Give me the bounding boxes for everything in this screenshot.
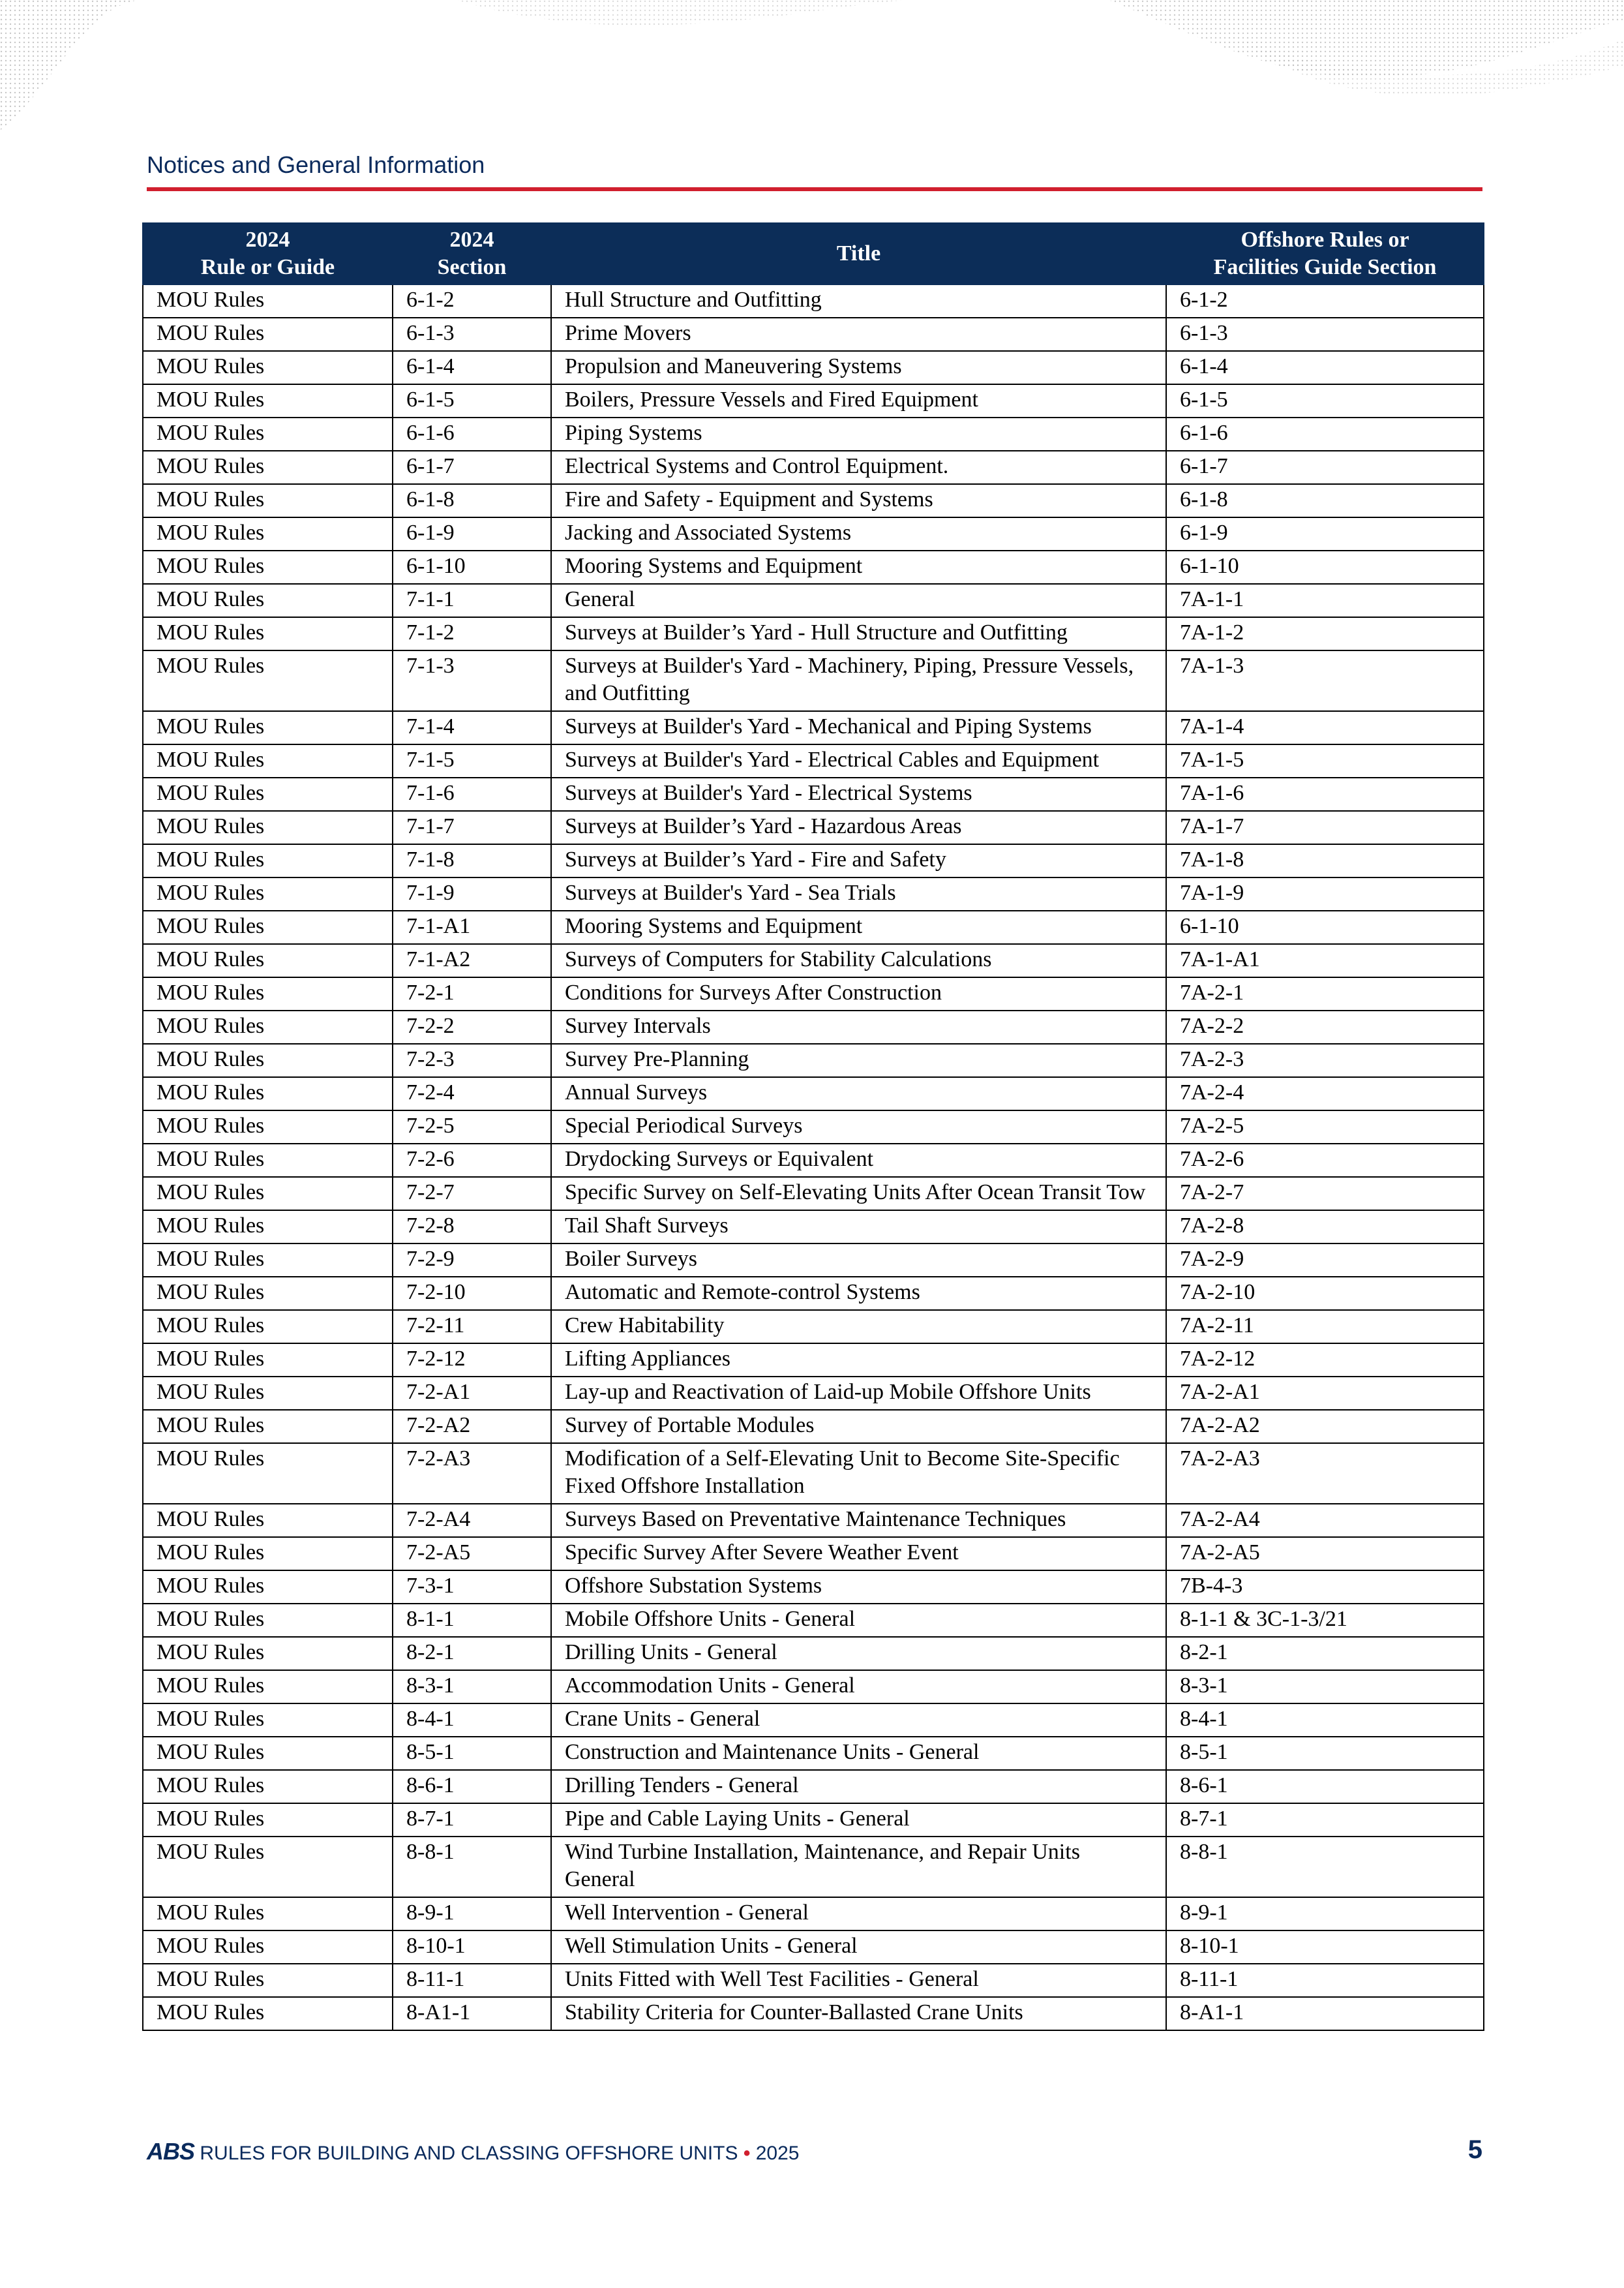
table-row bbox=[143, 911, 1484, 944]
cell-section: 6-1-7 bbox=[393, 451, 551, 484]
table-row bbox=[143, 1703, 1484, 1737]
table-header-row bbox=[143, 223, 1484, 284]
cell-section: 7-1-4 bbox=[393, 711, 551, 744]
table-row bbox=[143, 650, 1484, 711]
table-row bbox=[143, 617, 1484, 650]
cell-rule-or-guide: MOU Rules bbox=[143, 1703, 393, 1737]
cell-section: 8-4-1 bbox=[393, 1703, 551, 1737]
cell-title: General bbox=[551, 584, 1166, 617]
cell-section: 7-2-12 bbox=[393, 1343, 551, 1377]
cell-rule-or-guide: MOU Rules bbox=[143, 1897, 393, 1930]
table-row bbox=[143, 811, 1484, 844]
abs-logo-text: ABS bbox=[147, 2138, 195, 2165]
table-row bbox=[143, 384, 1484, 418]
footer-document-title: RULES FOR BUILDING AND CLASSING OFFSHORE UNITS bbox=[200, 2143, 738, 2164]
cell-rule-or-guide: MOU Rules bbox=[143, 1997, 393, 2030]
cell-offshore-section: 7A-2-4 bbox=[1166, 1077, 1484, 1110]
cell-offshore-section: 7A-2-11 bbox=[1166, 1310, 1484, 1343]
table-row bbox=[143, 1770, 1484, 1803]
cell-offshore-section: 6-1-2 bbox=[1166, 284, 1484, 318]
cell-section: 8-8-1 bbox=[393, 1837, 551, 1897]
table-row bbox=[143, 1243, 1484, 1277]
table-row bbox=[143, 1377, 1484, 1410]
cell-rule-or-guide: MOU Rules bbox=[143, 1343, 393, 1377]
cell-title: Construction and Maintenance Units - General bbox=[551, 1737, 1166, 1770]
cell-offshore-section: 8-6-1 bbox=[1166, 1770, 1484, 1803]
cell-offshore-section: 8-3-1 bbox=[1166, 1670, 1484, 1703]
cell-offshore-section: 7A-1-5 bbox=[1166, 744, 1484, 778]
cell-offshore-section: 6-1-3 bbox=[1166, 318, 1484, 351]
cell-section: 6-1-2 bbox=[393, 284, 551, 318]
cell-offshore-section: 6-1-8 bbox=[1166, 484, 1484, 517]
cell-section: 7-2-2 bbox=[393, 1011, 551, 1044]
table-row bbox=[143, 284, 1484, 318]
header-section-label: Section bbox=[437, 255, 507, 279]
table-row bbox=[143, 1930, 1484, 1964]
cell-rule-or-guide: MOU Rules bbox=[143, 484, 393, 517]
table-row bbox=[143, 318, 1484, 351]
cell-section: 8-10-1 bbox=[393, 1930, 551, 1964]
table-row bbox=[143, 977, 1484, 1011]
cell-title: Crane Units - General bbox=[551, 1703, 1166, 1737]
cell-section: 6-1-6 bbox=[393, 418, 551, 451]
cell-offshore-section: 7A-2-8 bbox=[1166, 1210, 1484, 1243]
cell-title: Surveys at Builder’s Yard - Fire and Safety bbox=[551, 844, 1166, 877]
cell-rule-or-guide: MOU Rules bbox=[143, 977, 393, 1011]
header-section-year: 2024 bbox=[449, 228, 494, 252]
cell-offshore-section: 6-1-10 bbox=[1166, 911, 1484, 944]
cell-offshore-section: 8-1-1 & 3C-1-3/21 bbox=[1166, 1604, 1484, 1637]
cell-rule-or-guide: MOU Rules bbox=[143, 1637, 393, 1670]
cell-title: Drydocking Surveys or Equivalent bbox=[551, 1144, 1166, 1177]
table-row bbox=[143, 1077, 1484, 1110]
cell-title: Mooring Systems and Equipment bbox=[551, 551, 1166, 584]
cell-rule-or-guide: MOU Rules bbox=[143, 1737, 393, 1770]
cell-title: Propulsion and Maneuvering Systems bbox=[551, 351, 1166, 384]
cell-rule-or-guide: MOU Rules bbox=[143, 1803, 393, 1837]
table-header bbox=[143, 223, 1484, 284]
cell-title: Stability Criteria for Counter-Ballasted Crane Units bbox=[551, 1997, 1166, 2030]
cell-title: Surveys of Computers for Stability Calculations bbox=[551, 944, 1166, 977]
cell-title: Pipe and Cable Laying Units - General bbox=[551, 1803, 1166, 1837]
cell-rule-or-guide: MOU Rules bbox=[143, 1537, 393, 1570]
cell-section: 7-1-9 bbox=[393, 877, 551, 911]
header-rule-or-guide bbox=[143, 223, 393, 284]
cell-rule-or-guide: MOU Rules bbox=[143, 1243, 393, 1277]
cell-section: 6-1-4 bbox=[393, 351, 551, 384]
cell-title: Specific Survey After Severe Weather Event bbox=[551, 1537, 1166, 1570]
cell-offshore-section: 7A-1-3 bbox=[1166, 650, 1484, 711]
cell-rule-or-guide: MOU Rules bbox=[143, 284, 393, 318]
cell-section: 7-2-A1 bbox=[393, 1377, 551, 1410]
cell-rule-or-guide: MOU Rules bbox=[143, 944, 393, 977]
header-rule-or-guide-year: 2024 bbox=[245, 228, 290, 252]
table-row bbox=[143, 1210, 1484, 1243]
cell-section: 7-2-A2 bbox=[393, 1410, 551, 1443]
cell-offshore-section: 8-10-1 bbox=[1166, 1930, 1484, 1964]
cell-offshore-section: 8-5-1 bbox=[1166, 1737, 1484, 1770]
cell-title: Surveys at Builder’s Yard - Hazardous Areas bbox=[551, 811, 1166, 844]
header-rule-or-guide-label: Rule or Guide bbox=[200, 255, 335, 279]
cell-title: Survey Pre-Planning bbox=[551, 1044, 1166, 1077]
table-row bbox=[143, 584, 1484, 617]
cell-offshore-section: 7A-2-9 bbox=[1166, 1243, 1484, 1277]
cell-offshore-section: 7A-2-12 bbox=[1166, 1343, 1484, 1377]
cell-section: 7-2-3 bbox=[393, 1044, 551, 1077]
cell-title: Well Stimulation Units - General bbox=[551, 1930, 1166, 1964]
table-row bbox=[143, 351, 1484, 384]
cell-rule-or-guide: MOU Rules bbox=[143, 551, 393, 584]
cell-rule-or-guide: MOU Rules bbox=[143, 418, 393, 451]
cell-section: 7-2-A3 bbox=[393, 1443, 551, 1504]
cell-title: Fire and Safety - Equipment and Systems bbox=[551, 484, 1166, 517]
cell-section: 8-5-1 bbox=[393, 1737, 551, 1770]
cell-rule-or-guide: MOU Rules bbox=[143, 1443, 393, 1504]
page-footer bbox=[147, 2135, 1482, 2165]
cell-rule-or-guide: MOU Rules bbox=[143, 744, 393, 778]
table-row bbox=[143, 1144, 1484, 1177]
cell-section: 8-A1-1 bbox=[393, 1997, 551, 2030]
cell-rule-or-guide: MOU Rules bbox=[143, 617, 393, 650]
table-row bbox=[143, 517, 1484, 551]
cell-rule-or-guide: MOU Rules bbox=[143, 517, 393, 551]
table-row bbox=[143, 1837, 1484, 1897]
cell-rule-or-guide: MOU Rules bbox=[143, 1930, 393, 1964]
cell-section: 7-3-1 bbox=[393, 1570, 551, 1604]
cell-section: 8-3-1 bbox=[393, 1670, 551, 1703]
cell-title: Surveys at Builder's Yard - Electrical Systems bbox=[551, 778, 1166, 811]
cell-title: Prime Movers bbox=[551, 318, 1166, 351]
cell-offshore-section: 7A-1-8 bbox=[1166, 844, 1484, 877]
cell-rule-or-guide: MOU Rules bbox=[143, 711, 393, 744]
table-row bbox=[143, 1570, 1484, 1604]
cell-title: Surveys Based on Preventative Maintenance Techniques bbox=[551, 1504, 1166, 1537]
cell-section: 7-1-8 bbox=[393, 844, 551, 877]
cell-offshore-section: 8-4-1 bbox=[1166, 1703, 1484, 1737]
cell-offshore-section: 8-11-1 bbox=[1166, 1964, 1484, 1997]
cell-section: 7-1-1 bbox=[393, 584, 551, 617]
cell-title: Well Intervention - General bbox=[551, 1897, 1166, 1930]
cell-title: Drilling Units - General bbox=[551, 1637, 1166, 1670]
cell-section: 7-2-9 bbox=[393, 1243, 551, 1277]
cell-offshore-section: 7A-2-10 bbox=[1166, 1277, 1484, 1310]
cell-title: Automatic and Remote-control Systems bbox=[551, 1277, 1166, 1310]
cell-rule-or-guide: MOU Rules bbox=[143, 1570, 393, 1604]
cell-offshore-section: 7A-2-2 bbox=[1166, 1011, 1484, 1044]
cell-rule-or-guide: MOU Rules bbox=[143, 1277, 393, 1310]
table-row bbox=[143, 1737, 1484, 1770]
cell-section: 8-1-1 bbox=[393, 1604, 551, 1637]
decorative-wave-pattern bbox=[0, 0, 1624, 157]
table-row bbox=[143, 1997, 1484, 2030]
table-row bbox=[143, 877, 1484, 911]
table-row bbox=[143, 1803, 1484, 1837]
cell-rule-or-guide: MOU Rules bbox=[143, 1210, 393, 1243]
table-row bbox=[143, 1177, 1484, 1210]
header-offshore-line1: Offshore Rules or bbox=[1241, 228, 1409, 252]
table-row bbox=[143, 1310, 1484, 1343]
cell-title: Annual Surveys bbox=[551, 1077, 1166, 1110]
cell-section: 7-2-11 bbox=[393, 1310, 551, 1343]
cell-section: 7-2-8 bbox=[393, 1210, 551, 1243]
cell-title: Mooring Systems and Equipment bbox=[551, 911, 1166, 944]
header-title: Title bbox=[551, 223, 1166, 284]
cell-offshore-section: 7A-1-1 bbox=[1166, 584, 1484, 617]
table-row bbox=[143, 1443, 1484, 1504]
cell-title: Piping Systems bbox=[551, 418, 1166, 451]
cell-offshore-section: 8-9-1 bbox=[1166, 1897, 1484, 1930]
header-offshore-section bbox=[1166, 223, 1484, 284]
cell-offshore-section: 7A-1-4 bbox=[1166, 711, 1484, 744]
cell-offshore-section: 7A-1-9 bbox=[1166, 877, 1484, 911]
cell-title: Surveys at Builder's Yard - Electrical Cables and Equipment bbox=[551, 744, 1166, 778]
cell-offshore-section: 7A-2-6 bbox=[1166, 1144, 1484, 1177]
table-row bbox=[143, 744, 1484, 778]
cell-offshore-section: 6-1-4 bbox=[1166, 351, 1484, 384]
cell-section: 6-1-5 bbox=[393, 384, 551, 418]
table-row bbox=[143, 1604, 1484, 1637]
cell-section: 7-1-5 bbox=[393, 744, 551, 778]
cell-title: Hull Structure and Outfitting bbox=[551, 284, 1166, 318]
cell-rule-or-guide: MOU Rules bbox=[143, 778, 393, 811]
cell-title: Jacking and Associated Systems bbox=[551, 517, 1166, 551]
cell-offshore-section: 7A-2-1 bbox=[1166, 977, 1484, 1011]
cell-title: Mobile Offshore Units - General bbox=[551, 1604, 1166, 1637]
cell-title: Boiler Surveys bbox=[551, 1243, 1166, 1277]
cell-section: 7-1-A2 bbox=[393, 944, 551, 977]
cell-rule-or-guide: MOU Rules bbox=[143, 318, 393, 351]
page-number: 5 bbox=[1467, 2135, 1482, 2164]
cell-title: Electrical Systems and Control Equipment. bbox=[551, 451, 1166, 484]
cell-rule-or-guide: MOU Rules bbox=[143, 1077, 393, 1110]
cell-rule-or-guide: MOU Rules bbox=[143, 351, 393, 384]
cell-rule-or-guide: MOU Rules bbox=[143, 1410, 393, 1443]
cell-title: Conditions for Surveys After Construction bbox=[551, 977, 1166, 1011]
cell-section: 7-1-3 bbox=[393, 650, 551, 711]
cell-section: 8-11-1 bbox=[393, 1964, 551, 1997]
table-row bbox=[143, 1537, 1484, 1570]
cell-section: 7-1-2 bbox=[393, 617, 551, 650]
cell-title: Crew Habitability bbox=[551, 1310, 1166, 1343]
cell-section: 6-1-9 bbox=[393, 517, 551, 551]
cell-offshore-section: 7A-2-A4 bbox=[1166, 1504, 1484, 1537]
cell-offshore-section: 7A-2-A3 bbox=[1166, 1443, 1484, 1504]
cell-rule-or-guide: MOU Rules bbox=[143, 1377, 393, 1410]
table-row bbox=[143, 844, 1484, 877]
table-row bbox=[143, 1637, 1484, 1670]
cell-rule-or-guide: MOU Rules bbox=[143, 911, 393, 944]
cell-rule-or-guide: MOU Rules bbox=[143, 1770, 393, 1803]
cell-offshore-section: 8-2-1 bbox=[1166, 1637, 1484, 1670]
table-row bbox=[143, 1343, 1484, 1377]
cell-title: Drilling Tenders - General bbox=[551, 1770, 1166, 1803]
cell-title: Surveys at Builder’s Yard - Hull Structure and Outfitting bbox=[551, 617, 1166, 650]
cell-section: 7-1-6 bbox=[393, 778, 551, 811]
cell-title: Wind Turbine Installation, Maintenance, and Repair Units General bbox=[551, 1837, 1166, 1897]
cell-offshore-section: 7A-2-A1 bbox=[1166, 1377, 1484, 1410]
cell-title: Accommodation Units - General bbox=[551, 1670, 1166, 1703]
cell-section: 7-2-4 bbox=[393, 1077, 551, 1110]
cell-rule-or-guide: MOU Rules bbox=[143, 584, 393, 617]
cell-offshore-section: 6-1-6 bbox=[1166, 418, 1484, 451]
cell-section: 8-7-1 bbox=[393, 1803, 551, 1837]
cell-section: 7-2-10 bbox=[393, 1277, 551, 1310]
table-row bbox=[143, 1964, 1484, 1997]
header-offshore-line2: Facilities Guide Section bbox=[1213, 255, 1437, 279]
cell-offshore-section: 7A-1-7 bbox=[1166, 811, 1484, 844]
cell-title: Tail Shaft Surveys bbox=[551, 1210, 1166, 1243]
cell-section: 8-6-1 bbox=[393, 1770, 551, 1803]
cell-rule-or-guide: MOU Rules bbox=[143, 1110, 393, 1144]
cell-offshore-section: 7A-1-A1 bbox=[1166, 944, 1484, 977]
cell-section: 7-1-A1 bbox=[393, 911, 551, 944]
table-row bbox=[143, 1504, 1484, 1537]
cell-title: Modification of a Self-Elevating Unit to Become Site-Specific Fixed Offshore Installation bbox=[551, 1443, 1166, 1504]
table-row bbox=[143, 1277, 1484, 1310]
cell-section: 6-1-3 bbox=[393, 318, 551, 351]
cell-rule-or-guide: MOU Rules bbox=[143, 650, 393, 711]
cell-offshore-section: 7A-2-7 bbox=[1166, 1177, 1484, 1210]
cell-title: Lifting Appliances bbox=[551, 1343, 1166, 1377]
cell-rule-or-guide: MOU Rules bbox=[143, 811, 393, 844]
cell-rule-or-guide: MOU Rules bbox=[143, 1604, 393, 1637]
table-row bbox=[143, 451, 1484, 484]
cell-offshore-section: 7A-1-6 bbox=[1166, 778, 1484, 811]
section-title-rule bbox=[147, 187, 1482, 191]
cell-title: Specific Survey on Self-Elevating Units After Ocean Transit Tow bbox=[551, 1177, 1166, 1210]
cell-title: Boilers, Pressure Vessels and Fired Equipment bbox=[551, 384, 1166, 418]
cell-rule-or-guide: MOU Rules bbox=[143, 1144, 393, 1177]
cell-title: Units Fitted with Well Test Facilities - General bbox=[551, 1964, 1166, 1997]
cell-rule-or-guide: MOU Rules bbox=[143, 844, 393, 877]
cell-offshore-section: 6-1-7 bbox=[1166, 451, 1484, 484]
table-row bbox=[143, 1897, 1484, 1930]
cell-section: 7-2-A4 bbox=[393, 1504, 551, 1537]
table-row bbox=[143, 484, 1484, 517]
cell-rule-or-guide: MOU Rules bbox=[143, 1177, 393, 1210]
table-row bbox=[143, 944, 1484, 977]
header-section bbox=[393, 223, 551, 284]
table-row bbox=[143, 711, 1484, 744]
cell-rule-or-guide: MOU Rules bbox=[143, 1310, 393, 1343]
table-body bbox=[143, 284, 1484, 2030]
cell-section: 7-1-7 bbox=[393, 811, 551, 844]
cell-rule-or-guide: MOU Rules bbox=[143, 1504, 393, 1537]
cell-offshore-section: 8-7-1 bbox=[1166, 1803, 1484, 1837]
cell-offshore-section: 7B-4-3 bbox=[1166, 1570, 1484, 1604]
table-row bbox=[143, 1670, 1484, 1703]
cell-title: Survey of Portable Modules bbox=[551, 1410, 1166, 1443]
cell-title: Surveys at Builder's Yard - Sea Trials bbox=[551, 877, 1166, 911]
cell-section: 7-2-1 bbox=[393, 977, 551, 1011]
cell-offshore-section: 6-1-10 bbox=[1166, 551, 1484, 584]
cell-offshore-section: 8-8-1 bbox=[1166, 1837, 1484, 1897]
cell-offshore-section: 7A-2-3 bbox=[1166, 1044, 1484, 1077]
cell-title: Offshore Substation Systems bbox=[551, 1570, 1166, 1604]
rules-cross-reference-table bbox=[142, 222, 1484, 2031]
cell-rule-or-guide: MOU Rules bbox=[143, 1964, 393, 1997]
cell-section: 7-2-5 bbox=[393, 1110, 551, 1144]
cell-section: 6-1-8 bbox=[393, 484, 551, 517]
cell-rule-or-guide: MOU Rules bbox=[143, 1011, 393, 1044]
cell-rule-or-guide: MOU Rules bbox=[143, 451, 393, 484]
cell-offshore-section: 6-1-5 bbox=[1166, 384, 1484, 418]
table-row bbox=[143, 1110, 1484, 1144]
cell-section: 8-9-1 bbox=[393, 1897, 551, 1930]
table-row bbox=[143, 1011, 1484, 1044]
cell-title: Lay-up and Reactivation of Laid-up Mobile Offshore Units bbox=[551, 1377, 1166, 1410]
cell-title: Surveys at Builder's Yard - Machinery, Piping, Pressure Vessels, and Outfitting bbox=[551, 650, 1166, 711]
footer-year: 2025 bbox=[755, 2143, 800, 2164]
cell-section: 8-2-1 bbox=[393, 1637, 551, 1670]
cell-rule-or-guide: MOU Rules bbox=[143, 877, 393, 911]
cell-offshore-section: 7A-2-A2 bbox=[1166, 1410, 1484, 1443]
footer-separator: • bbox=[743, 2143, 751, 2164]
cell-rule-or-guide: MOU Rules bbox=[143, 1044, 393, 1077]
table-row bbox=[143, 1044, 1484, 1077]
cell-rule-or-guide: MOU Rules bbox=[143, 1670, 393, 1703]
cell-offshore-section: 8-A1-1 bbox=[1166, 1997, 1484, 2030]
cell-offshore-section: 6-1-9 bbox=[1166, 517, 1484, 551]
cell-section: 6-1-10 bbox=[393, 551, 551, 584]
cell-section: 7-2-6 bbox=[393, 1144, 551, 1177]
table-row bbox=[143, 418, 1484, 451]
cell-title: Survey Intervals bbox=[551, 1011, 1166, 1044]
cell-section: 7-2-7 bbox=[393, 1177, 551, 1210]
table-row bbox=[143, 778, 1484, 811]
cell-title: Surveys at Builder's Yard - Mechanical and Piping Systems bbox=[551, 711, 1166, 744]
cell-rule-or-guide: MOU Rules bbox=[143, 1837, 393, 1897]
cell-offshore-section: 7A-1-2 bbox=[1166, 617, 1484, 650]
cell-rule-or-guide: MOU Rules bbox=[143, 384, 393, 418]
section-title: Notices and General Information bbox=[147, 151, 485, 178]
cell-title: Special Periodical Surveys bbox=[551, 1110, 1166, 1144]
cell-offshore-section: 7A-2-5 bbox=[1166, 1110, 1484, 1144]
table-row bbox=[143, 551, 1484, 584]
cell-section: 7-2-A5 bbox=[393, 1537, 551, 1570]
cell-offshore-section: 7A-2-A5 bbox=[1166, 1537, 1484, 1570]
table-row bbox=[143, 1410, 1484, 1443]
